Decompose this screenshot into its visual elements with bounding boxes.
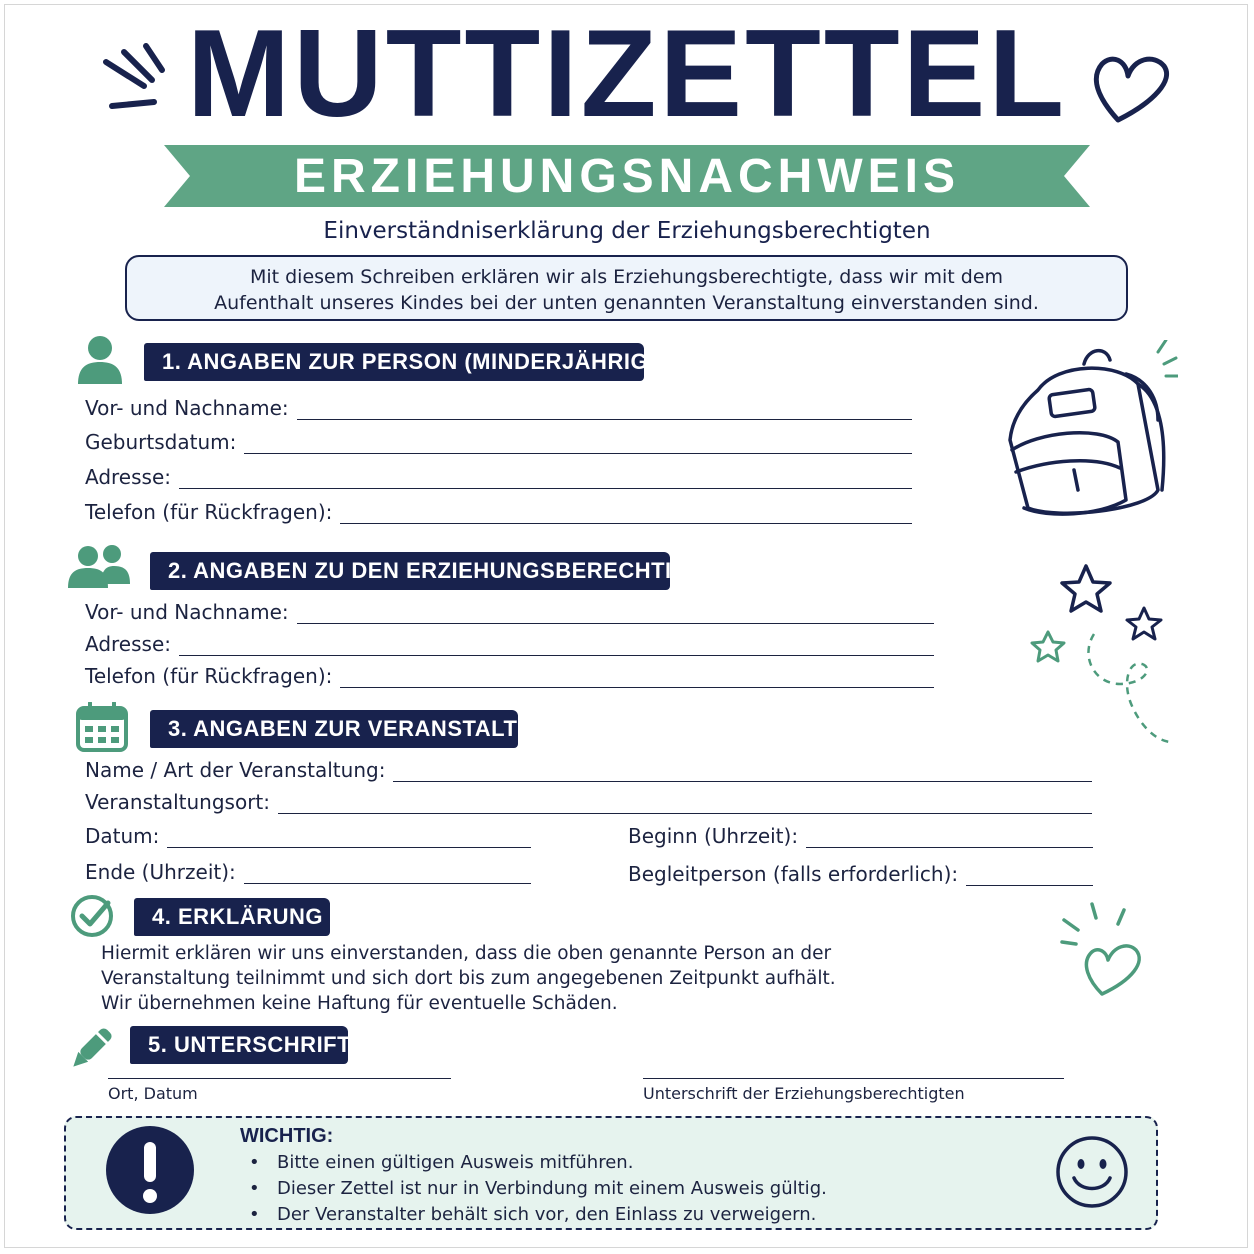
input-line[interactable] bbox=[297, 399, 912, 420]
field-label: Veranstaltungsort: bbox=[85, 790, 271, 814]
signature-line[interactable] bbox=[643, 1078, 1064, 1079]
check-circle-icon bbox=[70, 893, 116, 939]
ribbon-title: ERZIEHUNGSNACHWEIS bbox=[293, 150, 961, 203]
field-label: Telefon (für Rückfragen): bbox=[85, 500, 333, 524]
list-item-text: Bitte einen gültigen Ausweis mitführen. bbox=[277, 1152, 634, 1173]
input-line[interactable] bbox=[340, 503, 912, 524]
bullet: • bbox=[249, 1152, 260, 1173]
input-line[interactable] bbox=[340, 667, 934, 688]
backpack-icon bbox=[998, 340, 1178, 530]
field-label: Vor- und Nachname: bbox=[85, 600, 289, 624]
signature-label: Unterschrift der Erziehungsberechtigten bbox=[643, 1084, 965, 1103]
field-child-name[interactable] bbox=[85, 396, 912, 420]
person-icon bbox=[76, 334, 124, 386]
field-label: Geburtsdatum: bbox=[85, 430, 237, 454]
calendar-icon bbox=[76, 702, 128, 752]
list-item bbox=[249, 1202, 827, 1228]
input-line[interactable] bbox=[966, 865, 1093, 886]
declaration-line: Wir übernehmen keine Haftung für eventuelle Schäden. bbox=[101, 993, 618, 1014]
list-item bbox=[249, 1176, 827, 1202]
field-label: Begleitperson (falls erforderlich): bbox=[628, 862, 959, 886]
heart-sparkle-icon bbox=[1058, 902, 1162, 1002]
input-line[interactable] bbox=[278, 793, 1092, 814]
section-5-heading: 5. UNTERSCHRIFT bbox=[130, 1026, 348, 1064]
field-guardian-phone[interactable] bbox=[85, 664, 934, 688]
field-event-name[interactable] bbox=[85, 758, 1092, 782]
section-2-heading: 2. ANGABEN ZU DEN ERZIEHUNGSBERECHTIGTEN bbox=[150, 552, 670, 590]
declaration-text bbox=[101, 941, 836, 1016]
bullet: • bbox=[249, 1178, 260, 1199]
sparkle-lines-icon bbox=[98, 40, 178, 120]
heart-outline-icon bbox=[1088, 48, 1174, 128]
intro-box bbox=[125, 255, 1128, 321]
important-title: WICHTIG: bbox=[240, 1125, 334, 1147]
exclamation-icon bbox=[104, 1124, 196, 1216]
stars-doodle-icon bbox=[1024, 560, 1174, 750]
field-label: Ende (Uhrzeit): bbox=[85, 860, 236, 884]
field-label: Datum: bbox=[85, 824, 160, 848]
place-date-line[interactable] bbox=[108, 1078, 451, 1079]
page-title: MUTTIZETTEL bbox=[186, 5, 1068, 143]
field-label: Adresse: bbox=[85, 465, 171, 489]
field-companion[interactable] bbox=[628, 862, 1093, 886]
input-line[interactable] bbox=[179, 635, 934, 656]
field-label: Vor- und Nachname: bbox=[85, 396, 289, 420]
people-icon bbox=[66, 544, 132, 590]
place-date-label: Ort, Datum bbox=[108, 1084, 198, 1103]
field-guardian-address[interactable] bbox=[85, 632, 934, 656]
input-line[interactable] bbox=[806, 827, 1093, 848]
intro-line-2: Aufenthalt unseres Kindes bei der unten genannten Veranstaltung einverstanden sind. bbox=[214, 292, 1039, 314]
field-guardian-name[interactable] bbox=[85, 600, 934, 624]
field-birthdate[interactable] bbox=[85, 430, 912, 454]
input-line[interactable] bbox=[167, 827, 531, 848]
field-event-location[interactable] bbox=[85, 790, 1092, 814]
field-start-time[interactable] bbox=[628, 824, 1093, 848]
field-label: Adresse: bbox=[85, 632, 171, 656]
field-child-address[interactable] bbox=[85, 465, 912, 489]
input-line[interactable] bbox=[393, 761, 1092, 782]
smiley-icon bbox=[1054, 1134, 1130, 1210]
declaration-line: Hiermit erklären wir uns einverstanden, dass die oben genannte Person an der bbox=[101, 943, 832, 964]
field-label: Telefon (für Rückfragen): bbox=[85, 664, 333, 688]
important-list bbox=[249, 1150, 827, 1228]
input-line[interactable] bbox=[244, 863, 531, 884]
declaration-line: Veranstaltung teilnimmt und sich dort bis zum angegebenen Zeitpunkt aufhält. bbox=[101, 968, 836, 989]
list-item-text: Dieser Zettel ist nur in Verbindung mit einem Ausweis gültig. bbox=[277, 1178, 827, 1199]
section-3-heading: 3. ANGABEN ZUR VERANSTALTUNG bbox=[150, 710, 518, 748]
field-date[interactable] bbox=[85, 824, 531, 848]
bullet: • bbox=[249, 1204, 260, 1225]
section-4-heading: 4. ERKLÄRUNG bbox=[134, 898, 330, 936]
list-item bbox=[249, 1150, 827, 1176]
list-item-text: Der Veranstalter behält sich vor, den Einlass zu verweigern. bbox=[277, 1204, 817, 1225]
input-line[interactable] bbox=[297, 603, 934, 624]
pen-icon bbox=[68, 1024, 114, 1074]
input-line[interactable] bbox=[179, 468, 912, 489]
field-label: Beginn (Uhrzeit): bbox=[628, 824, 799, 848]
input-line[interactable] bbox=[244, 433, 912, 454]
page-subtitle: Einverständniserklärung der Erziehungsberechtigten bbox=[323, 218, 931, 244]
field-end-time[interactable] bbox=[85, 860, 531, 884]
field-child-phone[interactable] bbox=[85, 500, 912, 524]
section-1-heading: 1. ANGABEN ZUR PERSON (MINDERJÄHRIGE/R) bbox=[144, 343, 644, 381]
intro-line-1: Mit diesem Schreiben erklären wir als Erziehungsberechtigte, dass wir mit dem bbox=[249, 266, 1004, 288]
field-label: Name / Art der Veranstaltung: bbox=[85, 758, 386, 782]
